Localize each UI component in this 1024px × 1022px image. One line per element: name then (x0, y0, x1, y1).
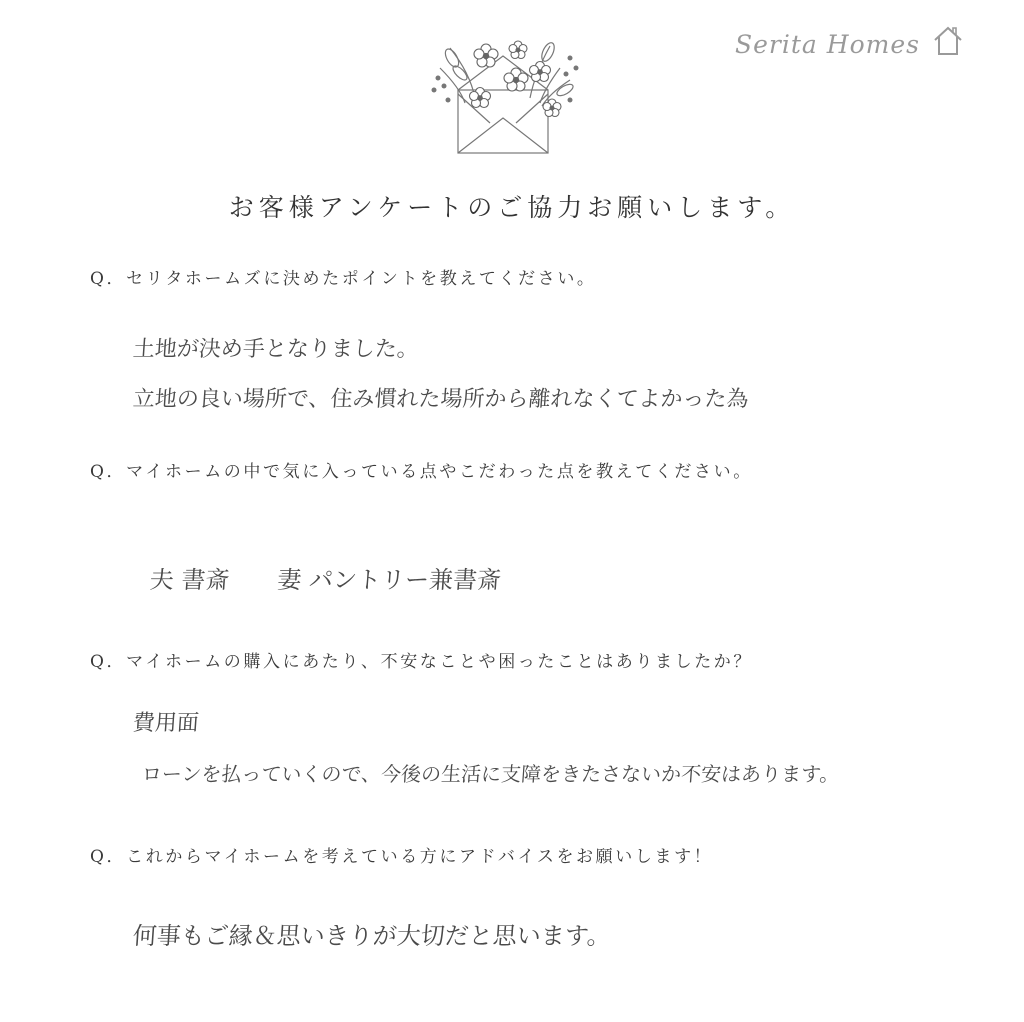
answer-1-line-1: 土地が決め手となりました。 (131, 337, 420, 362)
brand-logo (735, 22, 985, 72)
answer-4-line-1: 何事もご縁＆思いきりが大切だと思います。 (131, 922, 612, 950)
answer-2-line-1: 夫 書斎 妻 パントリー兼書斎 (148, 566, 503, 594)
house-icon (931, 24, 965, 62)
envelope-with-flowers-icon (420, 28, 590, 167)
question-1: Q．セリタホームズに決めたポイントを教えてください。 (90, 269, 597, 289)
answer-1-line-2: 立地の良い場所で、住み慣れた場所から離れなくてよかった為 (131, 387, 750, 412)
answer-3-line-2: ローンを払っていくので、今後の生活に支障をきたさないか不安はあります。 (141, 762, 841, 786)
answer-3-line-1: 費用面 (131, 711, 200, 736)
question-2: Q．マイホームの中で気に入っている点やこだわった点を教えてください。 (90, 462, 753, 482)
question-3: Q．マイホームの購入にあたり、不安なことや困ったことはありましたか？ (90, 652, 753, 672)
page-title: お客様アンケートのご協力お願いします。 (228, 193, 796, 222)
brand-name: Serita Homes (735, 30, 920, 59)
question-4: Q．これからマイホームを考えている方にアドバイスをお願いします！ (90, 847, 714, 867)
